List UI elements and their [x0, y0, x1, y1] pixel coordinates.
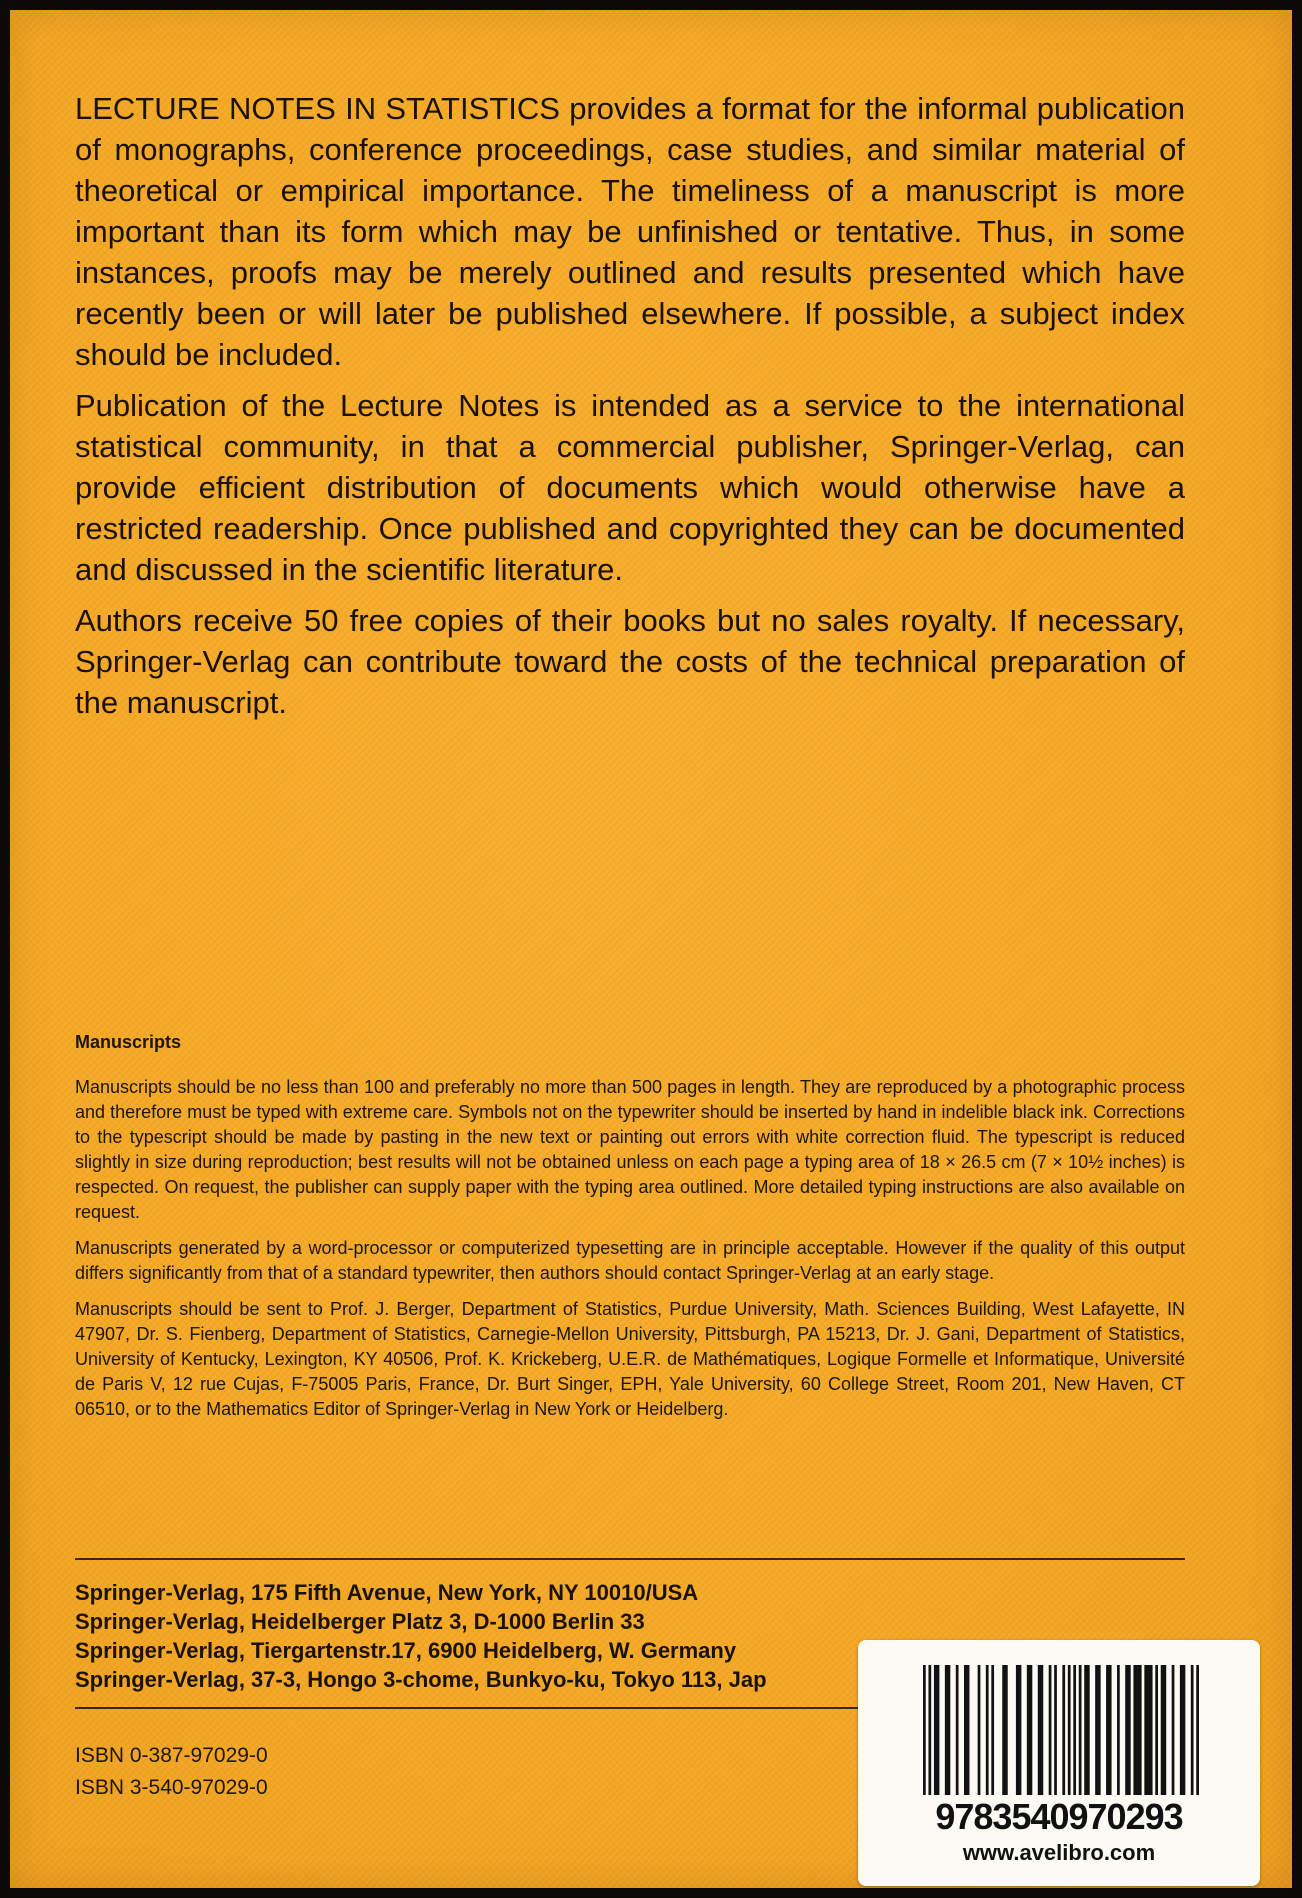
address-line: Springer-Verlag, Heidelberger Platz 3, D-1000 Berlin 33 [75, 1609, 645, 1634]
barcode-bar [986, 1665, 989, 1795]
barcode-bar [923, 1665, 926, 1795]
barcode-bar [1191, 1665, 1194, 1795]
barcode-bar [956, 1665, 959, 1795]
barcode-bar [1106, 1665, 1111, 1795]
isbn-block [75, 1740, 268, 1804]
barcode-bar [1027, 1665, 1032, 1795]
isbn-line: ISBN 0-387-97029-0 [75, 1744, 268, 1767]
address-line: Springer-Verlag, 37-3, Hongo 3-chome, Bunkyo-ku, Tokyo 113, Jap [75, 1667, 767, 1692]
barcode-icon [923, 1665, 1199, 1795]
barcode-bar [1155, 1665, 1158, 1795]
barcode-bar [1084, 1665, 1089, 1795]
book-back-cover [10, 10, 1292, 1888]
barcode-bar [1125, 1665, 1130, 1795]
barcode-number: 9783540970293 [935, 1796, 1183, 1837]
barcode-bar [1038, 1665, 1043, 1795]
intro-paragraph-1: LECTURE NOTES IN STATISTICS provides a format for the informal publication of monographs, conference proceedings, case studies, and similar material of theoretical or empirical importance. The timeliness of a manuscript is more important than its form which may be unfinished or tentative. Thus, in some instances, proofs may be merely outlined and results presented which have recently been or will later be published elsewhere. If possible, a subject index should be included. [75, 91, 1185, 372]
address-line: Springer-Verlag, Tiergartenstr.17, 6900 Heidelberg, W. Germany [75, 1638, 737, 1663]
barcode-bar [1161, 1665, 1166, 1795]
publisher-addresses [75, 1578, 895, 1694]
barcode-bar [1073, 1665, 1076, 1795]
manuscripts-paragraph-3: Manuscripts should be sent to Prof. J. Berger, Department of Statistics, Purdue University, Math. Sciences Building, West Lafayette, IN 47907, Dr. S. Fienberg, Department of Statistics, Carnegie-Mellon University, Pittsburgh, PA 15213, Dr. J. Gani, Department of Statistics, University of Kentucky, Lexington, KY 40506, Prof. K. Krickeberg, U.E.R. de Mathématiques, Logique Formelle et Informatique, Université de Paris V, 12 rue Cujas, F-75005 Paris, France, Dr. Burt Singer, EPH, Yale University, 60 College Street, Room 201, New Haven, CT 06510, or to the Mathematics Editor of Springer-Verlag in New York or Heidelberg. [75, 1299, 1185, 1419]
barcode-bar [1196, 1665, 1199, 1795]
barcode-bar [1079, 1665, 1082, 1795]
barcode-bar [1049, 1665, 1052, 1795]
isbn-line: ISBN 3-540-97029-0 [75, 1776, 268, 1799]
barcode-bar [1054, 1665, 1057, 1795]
divider-bottom [75, 1707, 875, 1709]
barcode-bar [1180, 1665, 1185, 1795]
manuscripts-paragraph-2: Manuscripts generated by a word-processor or computerized typesetting are in principle acceptable. However if the quality of this output differs significantly from that of a standard typewriter, then authors should contact Springer-Verlag at an early stage. [75, 1238, 1185, 1283]
divider-top [75, 1558, 1185, 1560]
barcode-bar [1172, 1665, 1175, 1795]
barcode-bar [1095, 1665, 1100, 1795]
barcode-bar [964, 1665, 969, 1795]
intro-paragraph-2: Publication of the Lecture Notes is intended as a service to the international statistical community, in that a commercial publisher, Springer-Verlag, can provide efficient distribution of documents which would otherwise have a restricted readership. Once published and copyrighted they can be documented and discussed in the scientific literature. [75, 388, 1185, 587]
barcode-bar [1144, 1665, 1152, 1795]
barcode-bar [928, 1665, 931, 1795]
series-description [75, 88, 1185, 733]
barcode-sticker [858, 1640, 1260, 1886]
barcode-bar [1016, 1665, 1021, 1795]
barcode-bar [1002, 1665, 1007, 1795]
barcode-bar [1117, 1665, 1120, 1795]
barcode-bar [1068, 1665, 1071, 1795]
barcode-url: www.avelibro.com [962, 1840, 1156, 1865]
barcode-bar [934, 1665, 939, 1795]
address-line: Springer-Verlag, 175 Fifth Avenue, New York, NY 10010/USA [75, 1580, 699, 1605]
manuscripts-section [75, 1030, 1185, 1433]
barcode-bar [1133, 1665, 1141, 1795]
barcode-bar [978, 1665, 981, 1795]
manuscripts-heading: Manuscripts [75, 1032, 182, 1052]
intro-paragraph-3: Authors receive 50 free copies of their books but no sales royalty. If necessary, Springer-Verlag can contribute toward the costs of the technical preparation of the manuscript. [75, 603, 1185, 720]
barcode-bar [1062, 1665, 1065, 1795]
barcode-bar [991, 1665, 994, 1795]
manuscripts-paragraph-1: Manuscripts should be no less than 100 and preferably no more than 500 pages in length. They are reproduced by a photographic process and therefore must be typed with extreme care. Symbols not on the typewriter should be inserted by hand in indelible black ink. Corrections to the typescript should be made by pasting in the new text or painting out errors with white correction fluid. The typescript is reduced slightly in size during reproduction; best results will not be obtained unless on each page a typing area of 18 × 26.5 cm (7 × 10½ inches) is respected. On request, the publisher can supply paper with the typing area outlined. More detailed typing instructions are also available on request. [75, 1077, 1185, 1222]
barcode-bar [945, 1665, 950, 1795]
